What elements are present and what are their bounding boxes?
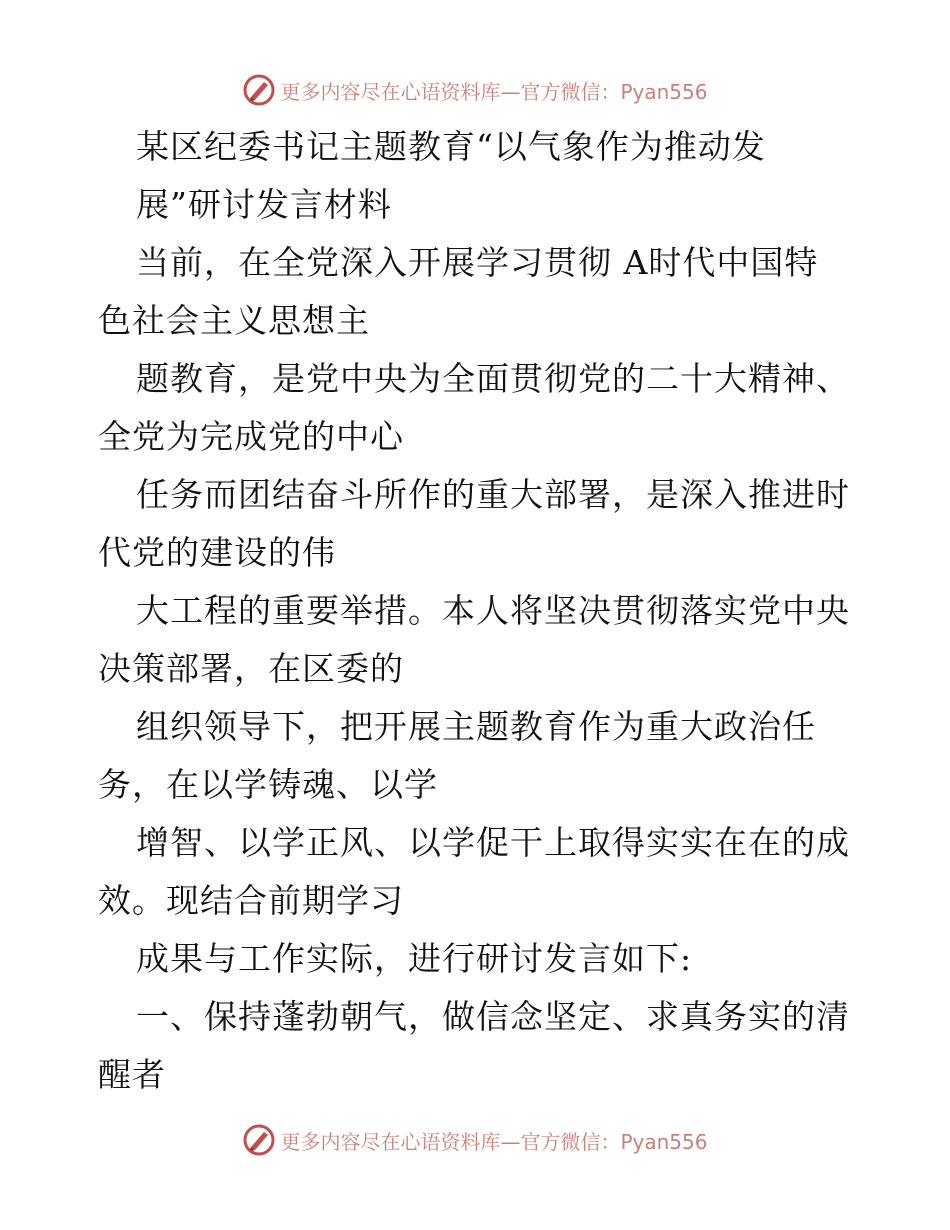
text-line: 题教育，是党中央为全面贯彻党的二十大精神、 [136, 359, 850, 398]
text-line: 决策部署，在区委的 [98, 649, 404, 688]
pen-logo-icon [242, 1123, 276, 1157]
text-line: 全党为完成党的中心 [98, 417, 404, 456]
text-line: 增智、以学正风、以学促干上取得实实在在的成 [136, 823, 850, 862]
text-line: 某区纪委书记主题教育“以气象作为推动发 [136, 127, 766, 166]
text-line: 展”研讨发言材料 [136, 185, 392, 224]
text-line: 色社会主义思想主 [98, 301, 370, 340]
pen-logo-icon [242, 73, 276, 107]
text-line: 成果与工作实际，进行研讨发言如下: [136, 939, 693, 978]
text-line: 任务而团结奋斗所作的重大部署，是深入推进时 [136, 475, 850, 514]
text-line: 效。现结合前期学习 [98, 881, 404, 920]
text-line: 大工程的重要举措。本人将坚决贯彻落实党中央 [136, 591, 850, 630]
watermark-text: 更多内容尽在心语资料库—官方微信：Pyan556 [280, 79, 708, 104]
text-line: 醒者 [98, 1055, 166, 1094]
watermark-text: 更多内容尽在心语资料库—官方微信：Pyan556 [280, 1129, 708, 1154]
text-line: 务，在以学铸魂、以学 [98, 765, 438, 804]
watermark-footer [0, 1120, 950, 1160]
text-line: 组织领导下，把开展主题教育作为重大政治任 [136, 707, 816, 746]
text-line: 代党的建设的伟 [98, 533, 336, 572]
text-line: 一、保持蓬勃朝气，做信念坚定、求真务实的清 [136, 997, 850, 1036]
document-body [98, 118, 858, 1104]
watermark-header [0, 70, 950, 110]
text-line: 当前，在全党深入开展学习贯彻 A时代中国特 [136, 243, 819, 282]
